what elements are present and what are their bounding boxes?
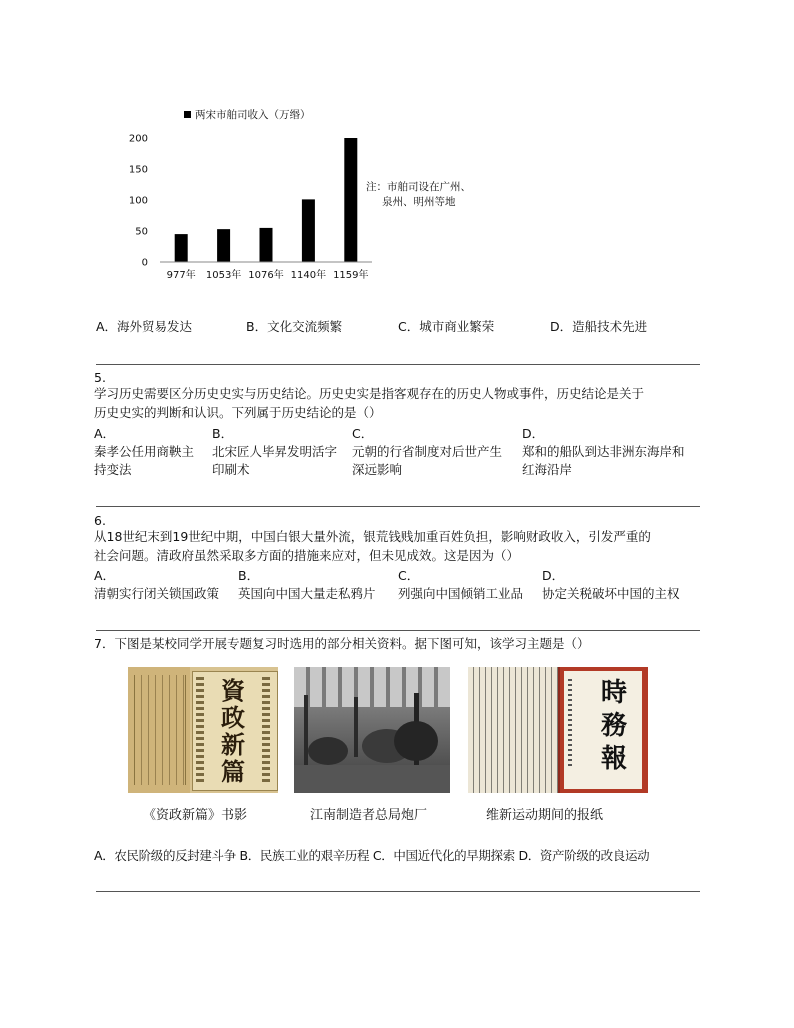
q5-option-a[interactable] [94, 425, 212, 479]
option-letter: A． [94, 568, 116, 583]
y-axis [129, 134, 148, 269]
option-text: 协定关税破坏中国的主权 [542, 586, 680, 601]
option-letter: D． [522, 426, 545, 441]
x-tick-label: 977年 [166, 270, 196, 281]
option-letter: C． [398, 568, 420, 583]
option-letter: A． [94, 426, 116, 441]
y-tick-label: 0 [141, 257, 148, 269]
q5-option-d[interactable] [522, 425, 702, 479]
x-tick-label: 1053年 [205, 270, 242, 281]
newspaper-image [468, 667, 648, 793]
y-tick-label: 200 [128, 133, 148, 145]
q6-option-a[interactable] [94, 567, 238, 603]
q6-number: 6. [94, 513, 106, 528]
chart-note-line-1: 注：市舶司设在广州、 [366, 181, 471, 193]
newspaper-title-char: 時 [600, 678, 627, 708]
option-text-line: 印刷术 [212, 462, 250, 477]
q5-number: 5. [94, 370, 106, 385]
image-caption: 江南制造者总局炮厂 [310, 808, 428, 823]
option-text-line: 郑和的船队到达非洲东海岸和 [522, 444, 685, 459]
option-letter: C． [352, 426, 374, 441]
bar [260, 228, 273, 262]
x-tick-label: 1159年 [333, 270, 369, 281]
option-text: 英国向中国大量走私鸦片 [238, 586, 376, 601]
book-cover-image [128, 667, 278, 793]
legend-label: 两宋市舶司收入（万缗） [195, 109, 311, 121]
bar [175, 234, 188, 262]
q6-option-c[interactable] [398, 567, 542, 603]
factory-photo [294, 667, 450, 793]
x-axis-labels [167, 268, 369, 281]
divider [96, 891, 700, 892]
y-tick-label: 50 [135, 226, 148, 238]
cover-title-char: 政 [221, 703, 245, 732]
cover-title-char: 資 [221, 676, 245, 705]
y-tick-label: 100 [128, 195, 148, 207]
cover-title-char: 新 [221, 730, 245, 759]
option-letter: B． [212, 426, 234, 441]
q4-option-a[interactable]: A．海外贸易发达 [96, 319, 193, 334]
option-text-line: 秦孝公任用商鞅主 [94, 444, 195, 459]
chart-note-line-2: 泉州、明州等地 [382, 196, 456, 208]
y-tick-label: 150 [128, 164, 148, 176]
option-letter: D． [542, 568, 565, 583]
option-text-line: 北宋匠人毕昇发明活字 [212, 444, 338, 459]
newspaper-title-char: 務 [600, 711, 627, 741]
x-tick-label: 1140年 [290, 270, 327, 281]
image-caption: 维新运动期间的报纸 [486, 808, 604, 823]
revenue-bar-chart [120, 100, 500, 290]
option-letter: B． [238, 568, 260, 583]
divider [96, 506, 700, 507]
q4-option-d[interactable]: D．造船技术先进 [550, 319, 648, 334]
q5-stem-line-1: 学习历史需要区分历史史实与历史结论。历史史实是指客观存在的历史人物或事件，历史结论是关于 [94, 386, 645, 401]
option-text-line: 深远影响 [352, 462, 403, 477]
option-text-line: 元朝的行省制度对后世产生 [352, 444, 503, 459]
q7-stem: 7．下图是某校同学开展专题复习时选用的部分相关资料。据下图可知，该学习主题是（） [94, 636, 590, 651]
q4-option-b[interactable]: B．文化交流频繁 [246, 319, 343, 334]
newspaper-title-char: 報 [600, 744, 627, 774]
q5-option-c[interactable] [352, 425, 522, 479]
image-caption: 《资政新篇》书影 [143, 808, 248, 823]
q6-stem-line-2: 社会问题。清政府虽然采取多方面的措施来应对，但未见成效。这是因为（） [94, 548, 520, 563]
q4-option-c[interactable]: C．城市商业繁荣 [398, 319, 495, 334]
legend-swatch [184, 111, 191, 118]
option-text: 清朝实行闭关锁国政策 [94, 586, 220, 601]
option-text: 列强向中国倾销工业品 [398, 586, 524, 601]
x-tick-label: 1076年 [248, 270, 284, 281]
divider [96, 630, 700, 631]
q6-stem-line-1: 从18世纪末到19世纪中期，中国白银大量外流，银荒钱贱加重百姓负担，影响财政收入，引发严重的 [94, 529, 651, 544]
cover-title-char: 篇 [221, 757, 245, 786]
divider [96, 364, 700, 365]
q5-option-b[interactable] [212, 425, 352, 479]
q6-option-b[interactable] [238, 567, 398, 603]
bar [302, 199, 315, 262]
option-text-line: 持变法 [94, 462, 132, 477]
bar [217, 229, 230, 262]
q7-options[interactable]: A．农民阶级的反封建斗争 B．民族工业的艰辛历程 C．中国近代化的早期探索 D．资产阶级的改良运动 [94, 848, 650, 863]
q6-option-d[interactable] [542, 567, 702, 603]
q5-stem-line-2: 历史史实的判断和认识。下列属于历史结论的是（） [94, 405, 382, 420]
bar [344, 138, 357, 262]
option-text-line: 红海沿岸 [522, 462, 573, 477]
bars [175, 138, 358, 262]
